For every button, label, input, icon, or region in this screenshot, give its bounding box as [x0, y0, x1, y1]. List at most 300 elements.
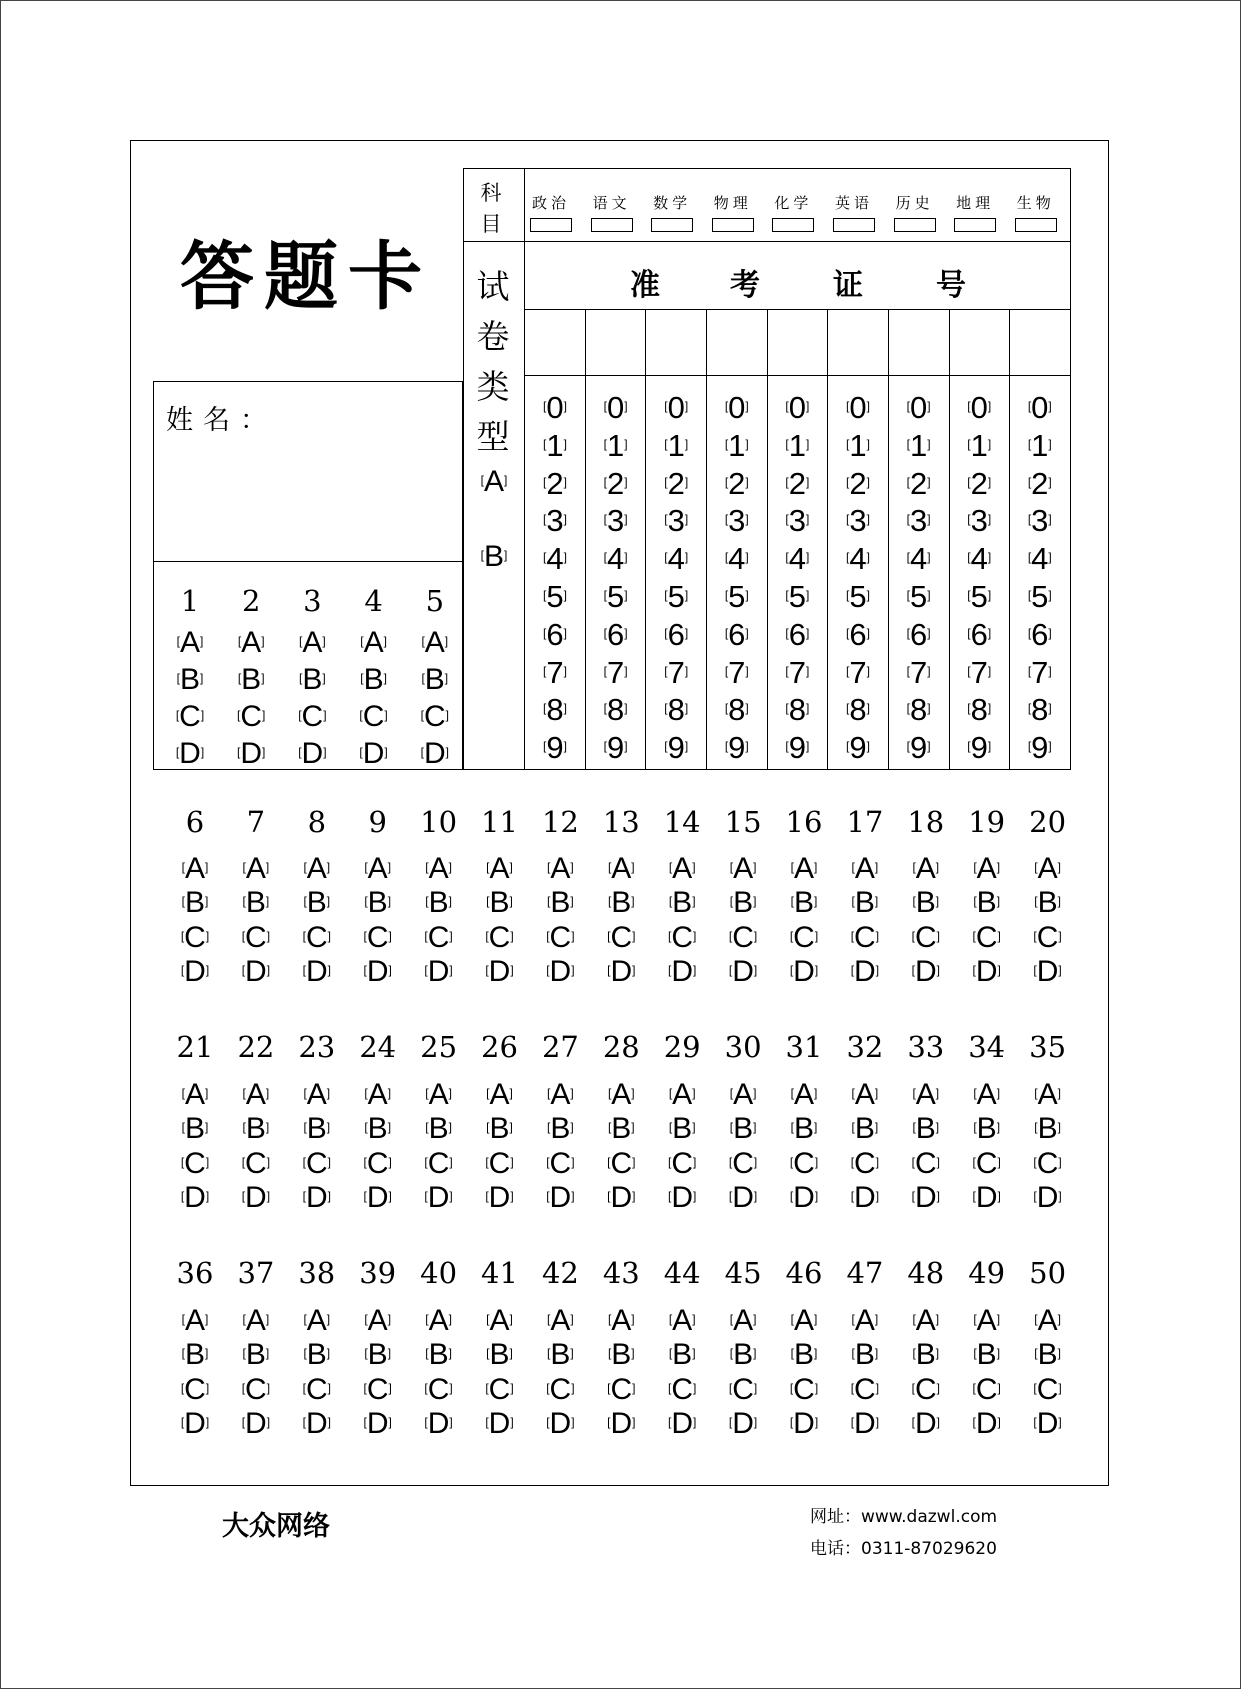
- answer-bubble[interactable]: [C]: [850, 1146, 880, 1180]
- answer-bubble[interactable]: [C]: [363, 1372, 392, 1406]
- exam-id-digit-bubble[interactable]: [9]: [603, 730, 628, 766]
- answer-bubble[interactable]: [B]: [1034, 1112, 1061, 1146]
- answer-bubble[interactable]: [A]: [790, 852, 818, 885]
- answer-bubble[interactable]: [B]: [303, 1338, 331, 1372]
- answer-bubble[interactable]: [B]: [729, 1338, 757, 1372]
- answer-bubble[interactable]: [C]: [972, 920, 1001, 954]
- subject-2[interactable]: [644, 192, 700, 232]
- answer-bubble[interactable]: [D]: [668, 1406, 697, 1440]
- answer-bubble[interactable]: [C]: [363, 920, 392, 954]
- answer-bubble[interactable]: [B]: [912, 1338, 940, 1372]
- answer-bubble[interactable]: [B]: [237, 663, 265, 696]
- exam-id-digit-bubble[interactable]: [3]: [906, 503, 931, 539]
- answer-bubble[interactable]: [A]: [973, 1078, 1001, 1111]
- answer-bubble[interactable]: [A]: [547, 1078, 574, 1111]
- answer-bubble[interactable]: [B]: [486, 1112, 513, 1146]
- exam-id-digit-bubble[interactable]: [2]: [846, 465, 870, 501]
- answer-bubble[interactable]: [C]: [607, 1146, 636, 1180]
- answer-bubble[interactable]: [D]: [789, 1406, 819, 1440]
- exam-id-digit-bubble[interactable]: [6]: [724, 616, 749, 652]
- answer-bubble[interactable]: [A]: [299, 626, 326, 659]
- answer-bubble[interactable]: [A]: [729, 1304, 757, 1337]
- answer-bubble[interactable]: [B]: [607, 1338, 635, 1372]
- subject-6[interactable]: [887, 192, 943, 232]
- exam-id-digit-bubble[interactable]: [3]: [664, 503, 689, 539]
- exam-id-digit-bubble[interactable]: [8]: [967, 692, 992, 728]
- subject-checkbox[interactable]: [712, 218, 754, 232]
- subject-8[interactable]: [1008, 192, 1064, 232]
- answer-bubble[interactable]: [C]: [175, 700, 205, 733]
- answer-bubble[interactable]: [B]: [729, 886, 757, 920]
- answer-bubble[interactable]: [A]: [729, 1078, 757, 1111]
- answer-bubble[interactable]: [A]: [912, 852, 940, 885]
- exam-id-digit-bubble[interactable]: [1]: [543, 427, 567, 463]
- answer-bubble[interactable]: [B]: [547, 886, 574, 920]
- exam-id-digit-bubble[interactable]: [8]: [603, 692, 628, 728]
- answer-bubble[interactable]: [D]: [424, 954, 453, 988]
- exam-id-digit-bubble[interactable]: [7]: [1027, 654, 1052, 690]
- answer-bubble[interactable]: [D]: [485, 954, 514, 988]
- answer-bubble[interactable]: [D]: [180, 954, 210, 988]
- exam-id-digit-bubble[interactable]: [1]: [906, 427, 931, 463]
- answer-bubble[interactable]: [B]: [421, 663, 449, 696]
- exam-id-digit-bubble[interactable]: [5]: [846, 579, 870, 614]
- exam-id-digit-bubble[interactable]: [9]: [846, 730, 870, 766]
- answer-bubble[interactable]: [C]: [546, 1146, 575, 1180]
- answer-bubble[interactable]: [C]: [180, 920, 210, 954]
- answer-bubble[interactable]: [D]: [237, 737, 266, 770]
- answer-bubble[interactable]: [C]: [911, 920, 940, 954]
- answer-bubble[interactable]: [B]: [425, 1338, 452, 1372]
- exam-id-digit-bubble[interactable]: [6]: [1027, 616, 1052, 652]
- paper-type-option-a[interactable]: [A]: [480, 465, 508, 498]
- answer-bubble[interactable]: [C]: [241, 1146, 271, 1180]
- exam-id-digit-bubble[interactable]: [0]: [967, 390, 992, 425]
- exam-id-digit-bubble[interactable]: [7]: [724, 654, 749, 690]
- exam-id-digit-bubble[interactable]: [9]: [724, 730, 749, 766]
- answer-bubble[interactable]: [C]: [789, 1372, 819, 1406]
- exam-id-digit-bubble[interactable]: [3]: [724, 503, 749, 539]
- exam-id-digit-bubble[interactable]: [5]: [664, 579, 689, 614]
- exam-id-digit-bubble[interactable]: [4]: [603, 541, 628, 577]
- answer-bubble[interactable]: [B]: [790, 1338, 818, 1372]
- exam-id-digit-bubble[interactable]: [6]: [906, 616, 931, 652]
- answer-bubble[interactable]: [A]: [303, 1304, 331, 1337]
- answer-bubble[interactable]: [B]: [547, 1338, 574, 1372]
- answer-bubble[interactable]: [C]: [241, 920, 271, 954]
- exam-id-digit-bubble[interactable]: [9]: [967, 730, 992, 766]
- answer-bubble[interactable]: [C]: [668, 1372, 697, 1406]
- answer-bubble[interactable]: [C]: [607, 1372, 636, 1406]
- answer-bubble[interactable]: [A]: [364, 852, 392, 885]
- answer-bubble[interactable]: [A]: [851, 1078, 879, 1111]
- answer-bubble[interactable]: [D]: [911, 1180, 940, 1214]
- exam-id-digit-bubble[interactable]: [6]: [603, 616, 628, 652]
- answer-bubble[interactable]: [A]: [242, 1304, 270, 1337]
- answer-bubble[interactable]: [A]: [421, 626, 449, 659]
- answer-bubble[interactable]: [C]: [424, 1372, 453, 1406]
- answer-bubble[interactable]: [A]: [425, 852, 452, 885]
- answer-bubble[interactable]: [B]: [912, 886, 940, 920]
- answer-bubble[interactable]: [B]: [607, 1112, 635, 1146]
- subject-checkbox[interactable]: [772, 218, 814, 232]
- answer-bubble[interactable]: [D]: [850, 1180, 880, 1214]
- exam-id-digit-bubble[interactable]: [7]: [906, 654, 931, 690]
- answer-bubble[interactable]: [D]: [363, 1406, 392, 1440]
- answer-bubble[interactable]: [A]: [912, 1078, 940, 1111]
- answer-bubble[interactable]: [B]: [729, 1112, 757, 1146]
- answer-bubble[interactable]: [B]: [364, 1112, 392, 1146]
- answer-bubble[interactable]: [B]: [607, 886, 635, 920]
- answer-bubble[interactable]: [B]: [851, 1338, 879, 1372]
- answer-bubble[interactable]: [B]: [360, 663, 387, 696]
- answer-bubble[interactable]: [A]: [607, 1304, 635, 1337]
- exam-id-digit-bubble[interactable]: [2]: [1027, 465, 1052, 501]
- answer-bubble[interactable]: [C]: [363, 1146, 392, 1180]
- answer-bubble[interactable]: [A]: [237, 626, 265, 659]
- answer-bubble[interactable]: [A]: [912, 1304, 940, 1337]
- answer-bubble[interactable]: [A]: [607, 852, 635, 885]
- answer-bubble[interactable]: [D]: [298, 737, 327, 770]
- answer-bubble[interactable]: [D]: [728, 1180, 758, 1214]
- answer-bubble[interactable]: [A]: [973, 1304, 1001, 1337]
- answer-bubble[interactable]: [C]: [485, 1146, 514, 1180]
- exam-id-digit-bubble[interactable]: [6]: [785, 616, 810, 652]
- answer-bubble[interactable]: [C]: [359, 700, 388, 733]
- exam-id-digit-bubble[interactable]: [8]: [846, 692, 870, 728]
- answer-bubble[interactable]: [D]: [607, 1406, 636, 1440]
- answer-bubble[interactable]: [A]: [547, 1304, 574, 1337]
- subject-checkbox[interactable]: [954, 218, 996, 232]
- exam-id-digit-bubble[interactable]: [7]: [603, 654, 628, 690]
- answer-bubble[interactable]: [C]: [1033, 1146, 1062, 1180]
- exam-id-digit-bubble[interactable]: [8]: [1027, 692, 1052, 728]
- answer-bubble[interactable]: [A]: [1034, 852, 1061, 885]
- answer-bubble[interactable]: [B]: [486, 1338, 513, 1372]
- exam-id-digit-bubble[interactable]: [4]: [785, 541, 810, 577]
- exam-id-digit-bubble[interactable]: [5]: [906, 579, 931, 614]
- answer-bubble[interactable]: [C]: [911, 1146, 940, 1180]
- exam-id-digit-bubble[interactable]: [6]: [664, 616, 689, 652]
- answer-bubble[interactable]: [B]: [790, 1112, 818, 1146]
- paper-type-option-b[interactable]: [B]: [480, 540, 508, 573]
- exam-id-digit-bubble[interactable]: [8]: [785, 692, 810, 728]
- answer-bubble[interactable]: [C]: [180, 1146, 210, 1180]
- answer-bubble[interactable]: [C]: [302, 920, 331, 954]
- answer-bubble[interactable]: [C]: [850, 920, 880, 954]
- exam-id-digit-bubble[interactable]: [1]: [724, 427, 749, 463]
- answer-bubble[interactable]: [B]: [242, 1338, 270, 1372]
- answer-bubble[interactable]: [A]: [425, 1304, 452, 1337]
- exam-id-digit-bubble[interactable]: [9]: [664, 730, 689, 766]
- exam-id-digit-bubble[interactable]: [5]: [543, 579, 567, 614]
- answer-bubble[interactable]: [D]: [607, 954, 636, 988]
- answer-bubble[interactable]: [D]: [546, 954, 575, 988]
- answer-bubble[interactable]: [B]: [303, 1112, 331, 1146]
- answer-bubble[interactable]: [C]: [607, 920, 636, 954]
- exam-id-digit-bubble[interactable]: [5]: [1027, 579, 1052, 614]
- exam-id-digit-bubble[interactable]: [7]: [967, 654, 992, 690]
- exam-id-digit-bubble[interactable]: [2]: [785, 465, 810, 501]
- answer-bubble[interactable]: [A]: [851, 1304, 879, 1337]
- answer-bubble[interactable]: [A]: [486, 852, 513, 885]
- exam-id-digit-bubble[interactable]: [7]: [846, 654, 870, 690]
- answer-bubble[interactable]: [D]: [1033, 954, 1062, 988]
- exam-id-digit-bubble[interactable]: [2]: [603, 465, 628, 501]
- answer-bubble[interactable]: [A]: [242, 852, 270, 885]
- answer-bubble[interactable]: [D]: [972, 1180, 1001, 1214]
- answer-bubble[interactable]: [B]: [973, 1338, 1001, 1372]
- answer-bubble[interactable]: [A]: [851, 852, 879, 885]
- answer-bubble[interactable]: [A]: [607, 1078, 635, 1111]
- answer-bubble[interactable]: [D]: [546, 1180, 575, 1214]
- exam-id-digit-bubble[interactable]: [7]: [664, 654, 689, 690]
- exam-id-digit-bubble[interactable]: [9]: [1027, 730, 1052, 766]
- answer-bubble[interactable]: [A]: [547, 852, 574, 885]
- exam-id-digit-bubble[interactable]: [3]: [543, 503, 567, 539]
- exam-id-digit-bubble[interactable]: [5]: [724, 579, 749, 614]
- answer-bubble[interactable]: [B]: [668, 886, 696, 920]
- answer-bubble[interactable]: [A]: [303, 1078, 331, 1111]
- answer-bubble[interactable]: [A]: [176, 626, 204, 659]
- answer-bubble[interactable]: [A]: [364, 1304, 392, 1337]
- answer-bubble[interactable]: [D]: [668, 954, 697, 988]
- answer-bubble[interactable]: [D]: [911, 1406, 940, 1440]
- exam-id-digit-bubble[interactable]: [9]: [543, 730, 567, 766]
- exam-id-digit-bubble[interactable]: [1]: [967, 427, 992, 463]
- answer-bubble[interactable]: [A]: [181, 1304, 209, 1337]
- subject-7[interactable]: [947, 192, 1003, 232]
- answer-bubble[interactable]: [D]: [363, 1180, 392, 1214]
- exam-id-digit-bubble[interactable]: [2]: [967, 465, 992, 501]
- answer-bubble[interactable]: [A]: [1034, 1304, 1061, 1337]
- exam-id-digit-bubble[interactable]: [3]: [967, 503, 992, 539]
- exam-id-digit-bubble[interactable]: [4]: [846, 541, 870, 577]
- answer-bubble[interactable]: [A]: [242, 1078, 270, 1111]
- answer-bubble[interactable]: [A]: [181, 1078, 209, 1111]
- answer-bubble[interactable]: [C]: [546, 1372, 575, 1406]
- exam-id-digit-bubble[interactable]: [3]: [603, 503, 628, 539]
- exam-id-digit-bubble[interactable]: [6]: [967, 616, 992, 652]
- answer-bubble[interactable]: [C]: [972, 1372, 1001, 1406]
- subject-checkbox[interactable]: [1015, 218, 1057, 232]
- answer-bubble[interactable]: [A]: [364, 1078, 392, 1111]
- answer-bubble[interactable]: [B]: [1034, 886, 1061, 920]
- answer-bubble[interactable]: [B]: [181, 886, 209, 920]
- exam-id-digit-bubble[interactable]: [3]: [1027, 503, 1052, 539]
- exam-id-digit-bubble[interactable]: [5]: [967, 579, 992, 614]
- answer-bubble[interactable]: [D]: [789, 954, 819, 988]
- answer-bubble[interactable]: [C]: [972, 1146, 1001, 1180]
- answer-bubble[interactable]: [B]: [851, 886, 879, 920]
- exam-id-digit-bubble[interactable]: [8]: [664, 692, 689, 728]
- answer-bubble[interactable]: [D]: [241, 954, 271, 988]
- exam-id-digit-bubble[interactable]: [5]: [785, 579, 810, 614]
- exam-id-digit-bubble[interactable]: [1]: [1027, 427, 1052, 463]
- exam-id-digit-bubble[interactable]: [0]: [906, 390, 931, 425]
- answer-bubble[interactable]: [A]: [360, 626, 387, 659]
- subject-checkbox[interactable]: [591, 218, 633, 232]
- answer-bubble[interactable]: [C]: [728, 1372, 758, 1406]
- answer-bubble[interactable]: [B]: [364, 886, 392, 920]
- answer-bubble[interactable]: [A]: [668, 1304, 696, 1337]
- exam-id-digit-bubble[interactable]: [4]: [724, 541, 749, 577]
- answer-bubble[interactable]: [B]: [299, 663, 326, 696]
- exam-id-digit-bubble[interactable]: [2]: [724, 465, 749, 501]
- exam-id-digit-bubble[interactable]: [4]: [1027, 541, 1052, 577]
- exam-id-digit-bubble[interactable]: [4]: [543, 541, 567, 577]
- subject-5[interactable]: [826, 192, 882, 232]
- answer-bubble[interactable]: [C]: [911, 1372, 940, 1406]
- answer-bubble[interactable]: [C]: [728, 1146, 758, 1180]
- answer-bubble[interactable]: [D]: [359, 737, 388, 770]
- answer-bubble[interactable]: [C]: [789, 920, 819, 954]
- answer-bubble[interactable]: [B]: [303, 886, 331, 920]
- answer-bubble[interactable]: [C]: [424, 920, 453, 954]
- answer-bubble[interactable]: [C]: [424, 1146, 453, 1180]
- answer-bubble[interactable]: [A]: [668, 1078, 696, 1111]
- exam-id-digit-bubble[interactable]: [4]: [664, 541, 689, 577]
- exam-id-digit-bubble[interactable]: [5]: [603, 579, 628, 614]
- answer-bubble[interactable]: [A]: [729, 852, 757, 885]
- answer-bubble[interactable]: [A]: [1034, 1078, 1061, 1111]
- answer-bubble[interactable]: [A]: [181, 852, 209, 885]
- answer-bubble[interactable]: [D]: [668, 1180, 697, 1214]
- answer-bubble[interactable]: [C]: [180, 1372, 210, 1406]
- exam-id-digit-bubble[interactable]: [9]: [906, 730, 931, 766]
- answer-bubble[interactable]: [D]: [972, 954, 1001, 988]
- answer-bubble[interactable]: [D]: [1033, 1180, 1062, 1214]
- exam-id-digit-bubble[interactable]: [6]: [846, 616, 870, 652]
- answer-bubble[interactable]: [D]: [302, 954, 331, 988]
- exam-id-digit-bubble[interactable]: [0]: [846, 390, 870, 425]
- answer-bubble[interactable]: [B]: [181, 1338, 209, 1372]
- subject-checkbox[interactable]: [530, 218, 572, 232]
- exam-id-digit-bubble[interactable]: [3]: [785, 503, 810, 539]
- answer-bubble[interactable]: [B]: [790, 886, 818, 920]
- answer-bubble[interactable]: [C]: [546, 920, 575, 954]
- answer-bubble[interactable]: [B]: [973, 1112, 1001, 1146]
- answer-bubble[interactable]: [D]: [728, 954, 758, 988]
- answer-bubble[interactable]: [A]: [486, 1304, 513, 1337]
- answer-bubble[interactable]: [B]: [1034, 1338, 1061, 1372]
- exam-id-digit-bubble[interactable]: [3]: [846, 503, 870, 539]
- exam-id-digit-bubble[interactable]: [2]: [543, 465, 567, 501]
- answer-bubble[interactable]: [A]: [425, 1078, 452, 1111]
- subject-4[interactable]: [765, 192, 821, 232]
- exam-id-digit-bubble[interactable]: [0]: [543, 390, 567, 425]
- exam-id-digit-bubble[interactable]: [1]: [664, 427, 689, 463]
- answer-bubble[interactable]: [D]: [420, 737, 449, 770]
- exam-id-digit-bubble[interactable]: [2]: [664, 465, 689, 501]
- answer-bubble[interactable]: [B]: [547, 1112, 574, 1146]
- answer-bubble[interactable]: [C]: [1033, 920, 1062, 954]
- answer-bubble[interactable]: [C]: [302, 1372, 331, 1406]
- answer-bubble[interactable]: [A]: [486, 1078, 513, 1111]
- answer-bubble[interactable]: [B]: [242, 886, 270, 920]
- answer-bubble[interactable]: [A]: [973, 852, 1001, 885]
- answer-bubble[interactable]: [A]: [790, 1304, 818, 1337]
- exam-id-digit-bubble[interactable]: [8]: [724, 692, 749, 728]
- answer-bubble[interactable]: [B]: [181, 1112, 209, 1146]
- answer-bubble[interactable]: [B]: [851, 1112, 879, 1146]
- answer-bubble[interactable]: [C]: [728, 920, 758, 954]
- answer-bubble[interactable]: [C]: [1033, 1372, 1062, 1406]
- answer-bubble[interactable]: [B]: [242, 1112, 270, 1146]
- answer-bubble[interactable]: [D]: [175, 737, 205, 770]
- answer-bubble[interactable]: [A]: [790, 1078, 818, 1111]
- answer-bubble[interactable]: [D]: [241, 1406, 271, 1440]
- answer-bubble[interactable]: [B]: [973, 886, 1001, 920]
- answer-bubble[interactable]: [D]: [546, 1406, 575, 1440]
- answer-bubble[interactable]: [C]: [668, 1146, 697, 1180]
- answer-bubble[interactable]: [B]: [912, 1112, 940, 1146]
- exam-id-digit-bubble[interactable]: [2]: [906, 465, 931, 501]
- answer-bubble[interactable]: [C]: [789, 1146, 819, 1180]
- exam-id-digit-bubble[interactable]: [1]: [603, 427, 628, 463]
- exam-id-digit-bubble[interactable]: [1]: [846, 427, 870, 463]
- answer-bubble[interactable]: [C]: [241, 1372, 271, 1406]
- exam-id-digit-bubble[interactable]: [0]: [785, 390, 810, 425]
- answer-bubble[interactable]: [D]: [850, 1406, 880, 1440]
- answer-bubble[interactable]: [D]: [728, 1406, 758, 1440]
- answer-bubble[interactable]: [D]: [1033, 1406, 1062, 1440]
- answer-bubble[interactable]: [D]: [424, 1406, 453, 1440]
- subject-checkbox[interactable]: [894, 218, 936, 232]
- exam-id-digit-bubble[interactable]: [0]: [724, 390, 749, 425]
- subject-1[interactable]: [584, 192, 640, 232]
- answer-bubble[interactable]: [A]: [303, 852, 331, 885]
- answer-bubble[interactable]: [D]: [911, 954, 940, 988]
- answer-bubble[interactable]: [D]: [607, 1180, 636, 1214]
- exam-id-digit-bubble[interactable]: [7]: [785, 654, 810, 690]
- subject-3[interactable]: [705, 192, 761, 232]
- answer-bubble[interactable]: [B]: [668, 1338, 696, 1372]
- exam-id-digit-bubble[interactable]: [6]: [543, 616, 567, 652]
- subject-0[interactable]: [523, 192, 579, 232]
- answer-bubble[interactable]: [B]: [668, 1112, 696, 1146]
- exam-id-digit-bubble[interactable]: [1]: [785, 427, 810, 463]
- exam-id-digit-bubble[interactable]: [8]: [543, 692, 567, 728]
- exam-id-digit-bubble[interactable]: [4]: [967, 541, 992, 577]
- answer-bubble[interactable]: [C]: [668, 920, 697, 954]
- answer-bubble[interactable]: [D]: [850, 954, 880, 988]
- answer-bubble[interactable]: [B]: [486, 886, 513, 920]
- answer-bubble[interactable]: [C]: [485, 920, 514, 954]
- exam-id-digit-bubble[interactable]: [0]: [1027, 390, 1052, 425]
- answer-bubble[interactable]: [D]: [302, 1406, 331, 1440]
- subject-checkbox[interactable]: [651, 218, 693, 232]
- answer-bubble[interactable]: [C]: [302, 1146, 331, 1180]
- answer-bubble[interactable]: [D]: [485, 1406, 514, 1440]
- answer-bubble[interactable]: [A]: [668, 852, 696, 885]
- exam-id-digit-bubble[interactable]: [9]: [785, 730, 810, 766]
- answer-bubble[interactable]: [D]: [180, 1180, 210, 1214]
- answer-bubble[interactable]: [D]: [972, 1406, 1001, 1440]
- answer-bubble[interactable]: [B]: [176, 663, 204, 696]
- answer-bubble[interactable]: [D]: [485, 1180, 514, 1214]
- exam-id-digit-bubble[interactable]: [4]: [906, 541, 931, 577]
- answer-bubble[interactable]: [C]: [420, 700, 449, 733]
- exam-id-digit-bubble[interactable]: [0]: [603, 390, 628, 425]
- answer-bubble[interactable]: [B]: [425, 1112, 452, 1146]
- exam-id-digit-bubble[interactable]: [0]: [664, 390, 689, 425]
- answer-bubble[interactable]: [D]: [363, 954, 392, 988]
- exam-id-digit-bubble[interactable]: [7]: [543, 654, 567, 690]
- answer-bubble[interactable]: [D]: [180, 1406, 210, 1440]
- answer-bubble[interactable]: [C]: [237, 700, 266, 733]
- exam-id-digit-bubble[interactable]: [8]: [906, 692, 931, 728]
